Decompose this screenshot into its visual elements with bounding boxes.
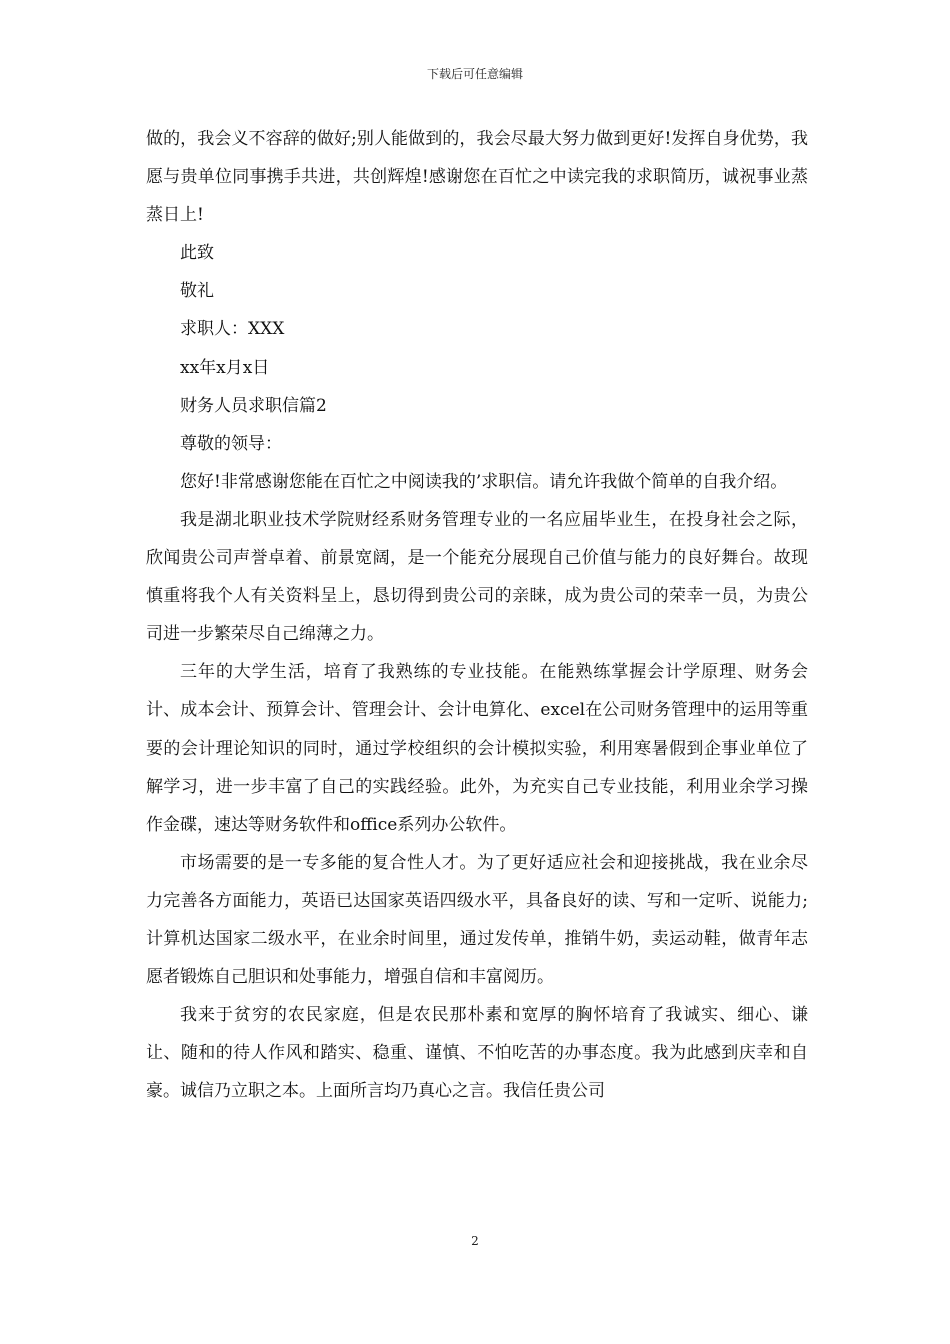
section-title: 财务人员求职信篇2 xyxy=(180,395,327,416)
document-body xyxy=(146,120,808,1110)
paragraph-date: xx年x月x日 xyxy=(180,357,270,378)
paragraph-applicant: 求职人：XXX xyxy=(180,319,285,340)
paragraph-closing-continuation: 做的，我会义不容辞的做好;别人能做到的，我会尽最大努力做到更好!发挥自身优势，我愿与贵单位同事携手共进，共创辉煌!感谢您在百忙之中读完我的求职简历，诚祝事业蒸蒸日上! xyxy=(146,129,808,226)
paragraph-salutation-jingli: 敬礼 xyxy=(180,281,214,302)
paragraph-skills: 三年的大学生活，培育了我熟练的专业技能。在能熟练掌握会计学原理、财务会计、成本会计、预算会计、管理会计、会计电算化、excel在公司财务管理中的运用等重要的会计理论知识的同时，通过学校组织的会计模拟实验，利用寒暑假到企事业单位了解学习，进一步丰富了自己的实践经验。此外，为充实自己专业技能，利用业余学习操作金碟，速达等财务软件和office系列办公软件。 xyxy=(146,662,808,835)
paragraph-salutation-cizhi: 此致 xyxy=(180,243,214,264)
paragraph-abilities: 市场需要的是一专多能的复合性人才。为了更好适应社会和迎接挑战，我在业余尽力完善各方面能力，英语已达国家英语四级水平，具备良好的读、写和一定听、说能力;计算机达国家二级水平，在业余时间里，通过发传单，推销牛奶，卖运动鞋，做青年志愿者锻炼自己胆识和处事能力，增强自信和丰富阅历。 xyxy=(146,852,808,988)
paragraph-intro: 您好!非常感谢您能在百忙之中阅读我的’求职信。请允许我做个简单的自我介绍。 xyxy=(180,471,788,492)
paragraph-character: 我来于贫穷的农民家庭，但是农民那朴素和宽厚的胸怀培育了我诚实、细心、谦让、随和的待人作风和踏实、稳重、谨慎、不怕吃苦的办事态度。我为此感到庆幸和自豪。诚信乃立职之本。上面所言均乃真心之言。我信任贵公司 xyxy=(146,1005,808,1102)
paragraph-greeting: 尊敬的领导： xyxy=(180,433,282,454)
page-number: 2 xyxy=(471,1234,479,1248)
page-header: 下载后可任意编辑 xyxy=(426,67,523,81)
paragraph-background: 我是湖北职业技术学院财经系财务管理专业的一名应届毕业生，在投身社会之际，欣闻贵公司声誉卓着、前景宽阔，是一个能充分展现自己价值与能力的良好舞台。故现慎重将我个人有关资料呈上，恳切得到贵公司的亲睐，成为贵公司的荣幸一员，为贵公司进一步繁荣尽自己绵薄之力。 xyxy=(146,509,808,645)
